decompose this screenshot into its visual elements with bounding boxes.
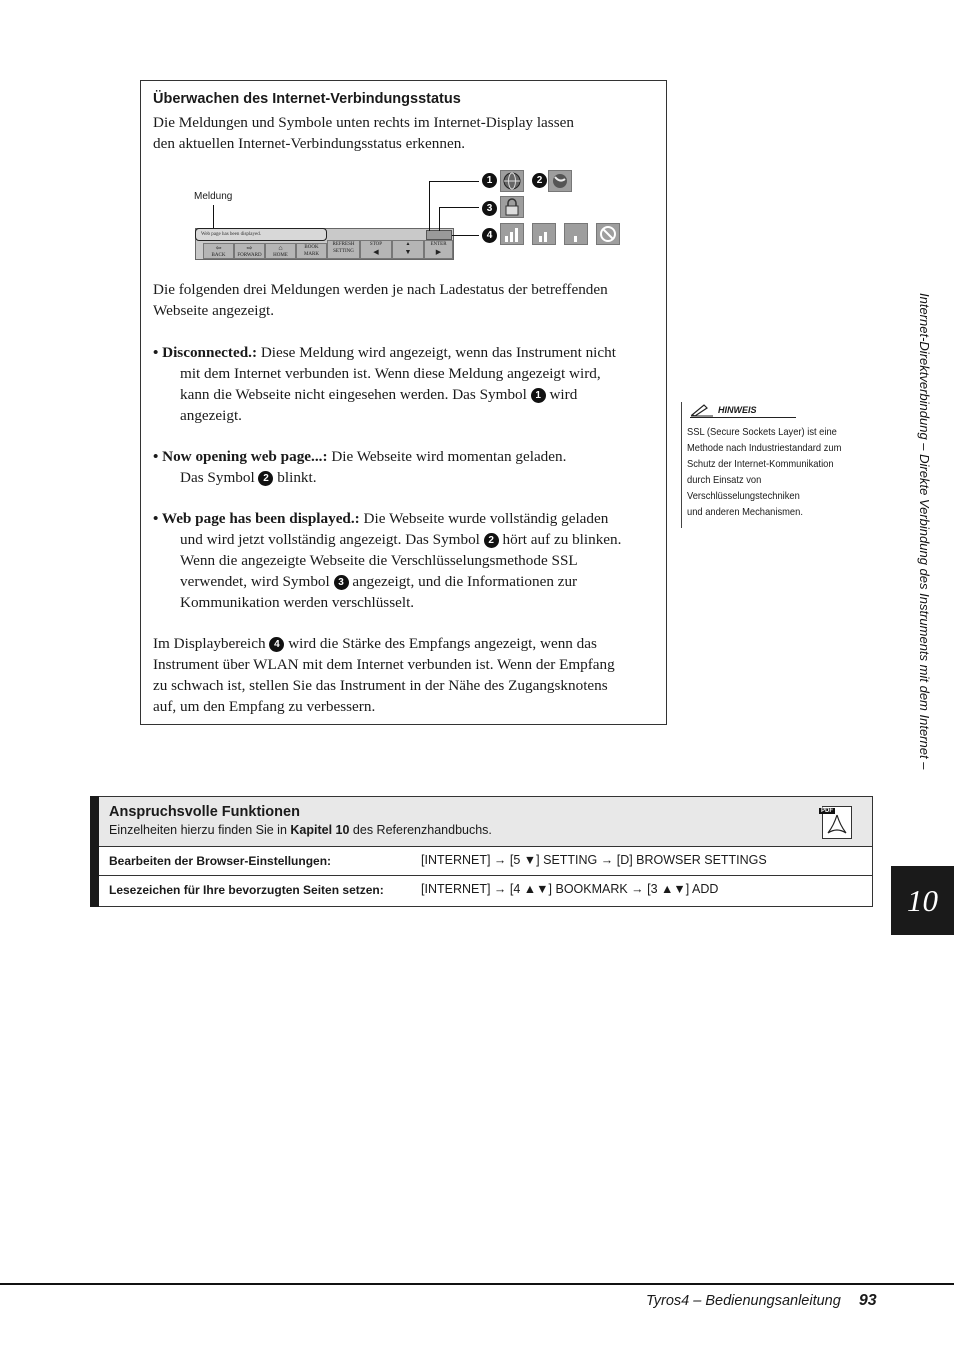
note-title-rule [690, 417, 796, 418]
callout-line-4 [452, 235, 479, 236]
globe-icon [500, 170, 524, 192]
back-button: ⇦ BACK [203, 243, 234, 259]
pencil-icon [690, 403, 714, 422]
loading-globe-icon [548, 170, 572, 192]
no-signal-icon [596, 223, 620, 245]
advanced-title: Anspruchsvolle Funktionen [109, 804, 300, 820]
callout-4: 4 [482, 228, 497, 243]
footer: Tyros4 – Bedienungsanleitung 93 [646, 1292, 877, 1309]
paragraph-signal-strength: Im Displaybereich 4 wird die Stärke des Empfangs angezeigt, wenn das Instrument über WLAN mit dem Internet verbunden ist. Wenn der Empfang zu schwach ist, stellen Sie das Instrument in der Nähe des Zugangsknotens auf, um den Empfang zu verbessern. [153, 635, 615, 715]
callout-1: 1 [482, 173, 497, 188]
status-icon-area [426, 230, 452, 240]
item-disconnected: • Disconnected.: Diese Meldung wird angezeigt, wenn das Instrument nicht mit dem Internet verbunden ist. Wenn diese Meldung angezeigt wird, kann die Webseite nicht eingesehen werden. Das Symbol 1 wird angezeigt. [153, 344, 616, 424]
note-text: SSL (Secure Sockets Layer) ist eine Methode nach Industriestandard zum Schutz der Internet-Kommunikation durch Einsatz von Verschlüsselungstechniken und anderen Mechanismen. [687, 427, 842, 518]
signal-strong-icon [500, 223, 524, 245]
advanced-functions-bar [90, 796, 99, 907]
advanced-row: Lesezeichen für Ihre bevorzugten Seiten setzen: [INTERNET] → [4 ▲▼] BOOKMARK → [3 ▲▼] ADD [109, 882, 719, 897]
enter-button: ENTER ▶ [424, 240, 453, 259]
item-page-displayed: • Web page has been displayed.: Die Webseite wurde vollständig geladen und wird jetzt vollständig angezeigt. Das Symbol 2 hört auf zu blinken. Wenn die angezeigte Webseite die Verschlüsselungsmethode SSL verwendet, wird Symbol 3 angezeigt, und die Informationen zur Kommunikation werden verschlüsselt. [153, 510, 622, 611]
callout-3: 3 [482, 201, 497, 216]
leader-line [213, 205, 214, 229]
paragraph-intro-messages: Die folgenden drei Meldungen werden je nach Ladestatus der betreffenden Webseite angezeigt. [153, 281, 608, 319]
callout-line-1 [429, 181, 479, 182]
refresh-setting-button: REFRESH SETTING [327, 240, 360, 259]
symbol-ref: 4 [269, 637, 284, 652]
note-title: HINWEIS [718, 405, 757, 415]
lock-icon [500, 196, 524, 218]
note-rule [681, 402, 682, 528]
bookmark-button: BOOK MARK [296, 243, 327, 259]
advanced-subtitle: Einzelheiten hierzu finden Sie in Kapitel 10 des Referenzhandbuchs. [109, 823, 492, 837]
running-head: Internet-Direktverbindung – Direkte Verbindung des Instruments mit dem Internet – [917, 293, 932, 770]
item-now-opening: • Now opening web page...: Die Webseite wird momentan geladen. Das Symbol 2 blinkt. [153, 448, 567, 486]
signal-weak-icon [564, 223, 588, 245]
forward-button: ⇨ FORWARD [234, 243, 265, 259]
callout-line-3v [439, 207, 440, 231]
signal-medium-icon [532, 223, 556, 245]
intro-text: Die Meldungen und Symbole unten rechts im Internet-Display lassen den aktuellen Internet-Verbindungsstatus erkennen. [153, 114, 574, 152]
symbol-ref: 2 [484, 533, 499, 548]
up-down-button: ▲ ▼ [392, 240, 424, 259]
footer-rule [0, 1283, 954, 1285]
callout-line-3 [439, 207, 479, 208]
symbol-ref: 3 [334, 575, 349, 590]
page-number: 93 [858, 1292, 877, 1309]
pdf-icon: PDF [822, 806, 852, 839]
advanced-row: Bearbeiten der Browser-Einstellungen: [INTERNET] → [5 ▼] SETTING → [D] BROWSER SETTINGS [99, 847, 872, 876]
home-button: ⌂ HOME [265, 243, 296, 259]
symbol-ref: 1 [531, 388, 546, 403]
stop-button: STOP ◀ [360, 240, 392, 259]
callout-2: 2 [532, 173, 547, 188]
figure-label-meldung: Meldung [194, 191, 233, 202]
status-message-bar: Web page has been displayed. [195, 228, 327, 241]
symbol-ref: 2 [258, 471, 273, 486]
section-title: Überwachen des Internet-Verbindungsstatus [153, 91, 461, 107]
callout-line-1v [429, 181, 430, 231]
chapter-tab: 10 [891, 866, 954, 935]
